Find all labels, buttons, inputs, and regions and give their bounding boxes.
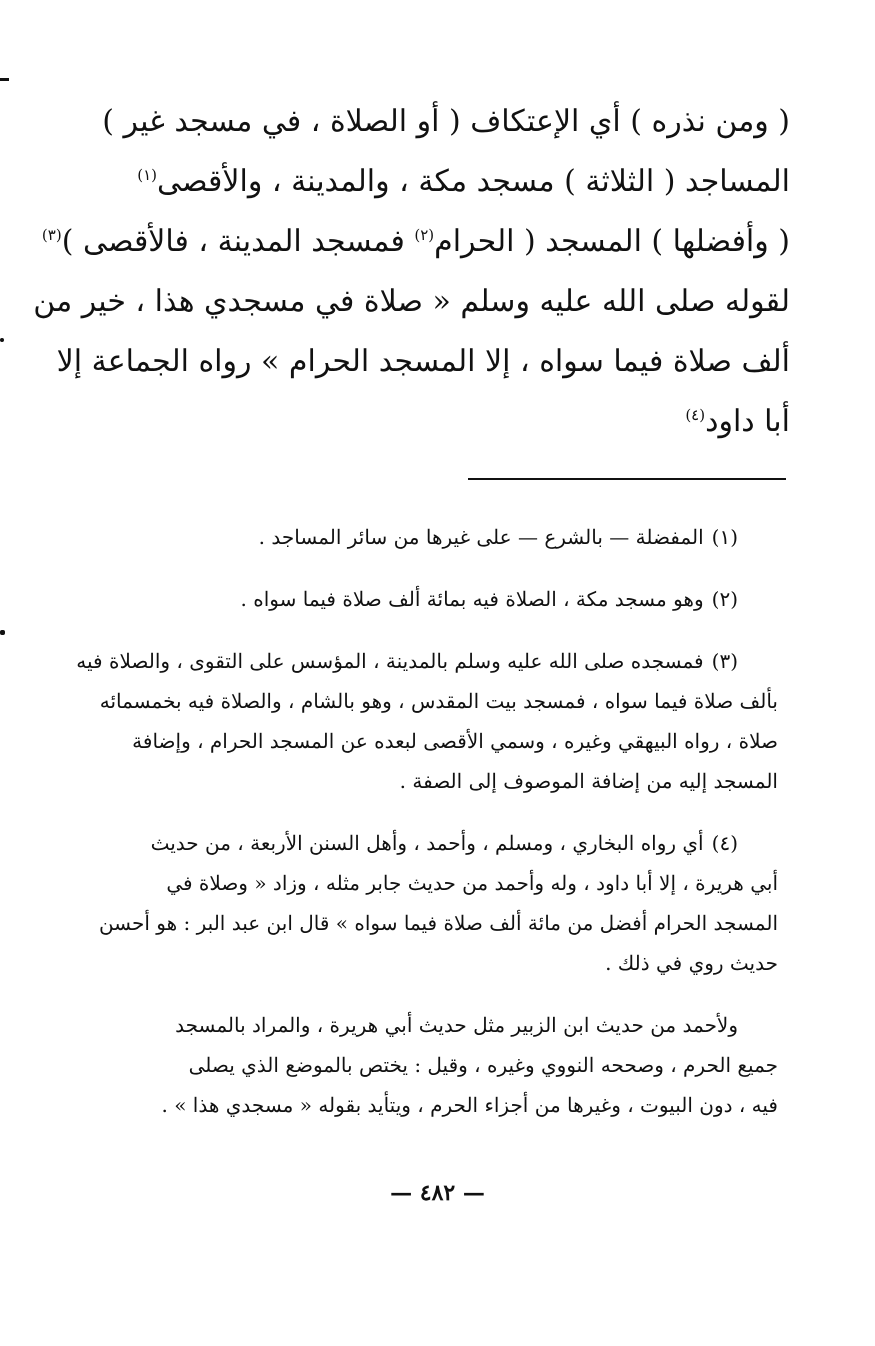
main-text-line-content: فمسجد المدينة ، فالأقصى ) [61,224,415,259]
footnote-number: (١) [711,525,738,549]
footnote-divider [468,478,786,480]
footnote-text: المفضلة — بالشرع — على غيرها من سائر المساجد . [258,525,704,549]
main-text-line [55,152,790,212]
main-text [33,92,790,452]
main-text-line [41,212,790,272]
footnote-ref-3[interactable]: (٣) [41,226,62,244]
footnote-1 [52,517,778,557]
main-text-line: ( ومن نذره ) أي الإعتكاف ( أو الصلاة ، في مسجد غير ) [102,104,790,139]
footnote-line: فيه ، دون البيوت ، وغيرها من أجزاء الحرم ، ويتأيد بقوله « مسجدي هذا » . [161,1093,778,1117]
margin-mark [0,338,4,342]
footnote-line: صلاة ، رواه البيهقي وغيره ، وسمي الأقصى لبعده عن المسجد الحرام ، وإضافة [132,729,778,753]
footnote-line: جميع الحرم ، وصححه النووي وغيره ، وقيل : يختص بالموضع الذي يصلى [188,1053,778,1077]
footnotes [52,517,778,1147]
margin-mark [0,630,5,635]
footnote-number: (٤) [711,831,738,855]
footnote-line: حديث روي في ذلك . [605,951,778,975]
main-text-line-content: ( وأفضلها ) المسجد ( الحرام [434,224,790,259]
footnote-line: بألف صلاة فيما سواه ، فمسجد بيت المقدس ، وهو بالشام ، والصلاة فيه بخمسمائه [99,689,778,713]
main-text-line-content: المساجد ( الثلاثة ) مسجد مكة ، والمدينة ، والأقصى [157,164,790,199]
footnote-line [52,517,778,557]
footnote-3 [52,641,778,801]
margin-mark [0,78,9,81]
footnote-line: المسجد الحرام أفضل من مائة ألف صلاة فيما سواه » قال ابن عبد البر : هو أحسن [98,911,778,935]
footnote-text: وهو مسجد مكة ، الصلاة فيه بمائة ألف صلاة فيما سواه . [240,587,704,611]
footnote-line [52,823,778,863]
page-number: — ٤٨٢ — [390,1180,485,1206]
footnote-number: (٢) [711,587,738,611]
footnote-text: أي رواه البخاري ، ومسلم ، وأحمد ، وأهل السنن الأربعة ، من حديث [150,831,704,855]
main-text-line-content: أبا داود [705,404,790,439]
footnote-2 [52,579,778,619]
footnote-line: ولأحمد من حديث ابن الزبير مثل حديث أبي هريرة ، والمراد بالمسجد [175,1013,738,1037]
footnote-line [52,579,778,619]
footnote-4 [52,823,778,983]
footnote-ref-4[interactable]: (٤) [685,406,706,424]
footnote-text: فمسجده صلى الله عليه وسلم بالمدينة ، المؤسس على التقوى ، والصلاة فيه [76,649,704,673]
footnote-line: المسجد إليه من إضافة الموصوف إلى الصفة . [399,769,778,793]
footnote-number: (٣) [711,649,738,673]
footnote-ref-2[interactable]: (٢) [414,226,435,244]
footnote-line: أبي هريرة ، إلا أبا داود ، وله وأحمد من حديث جابر مثله ، وزاد « وصلاة في [166,871,778,895]
main-text-line: ألف صلاة فيما سواه ، إلا المسجد الحرام » رواه الجماعة إلا [56,344,790,379]
main-text-line: لقوله صلى الله عليه وسلم « صلاة في مسجدي هذا ، خير من [33,284,790,319]
main-text-line [55,392,790,452]
footnote-line [52,641,778,681]
footnote-continuation [52,1005,778,1125]
footnote-ref-1[interactable]: (١) [137,166,158,184]
